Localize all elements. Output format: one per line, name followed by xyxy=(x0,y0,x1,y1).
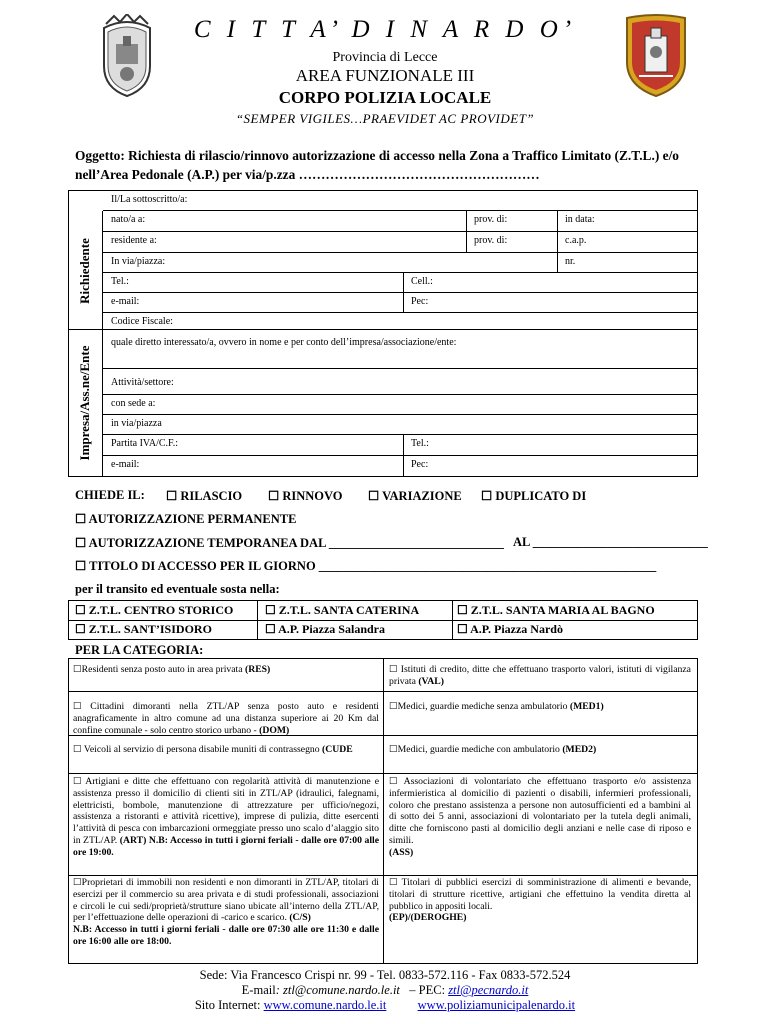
category-val[interactable]: ☐ Istituti di credito, ditte che effettuano trasporto valori, istituti di vigilanza privata (VAL) xyxy=(389,664,691,687)
company-side-label: Impresa/Ass.ne/Ente xyxy=(68,329,103,477)
company-intro: quale diretto interessato/a, ovvero in nome e per conto dell’impresa/associazione/ente: xyxy=(111,337,457,348)
zone-centro-storico[interactable]: ☐ Z.T.L. CENTRO STORICO xyxy=(75,603,234,617)
category-res[interactable]: ☐Residenti senza posto auto in area privata (RES) xyxy=(73,664,271,675)
company-seat-field[interactable]: con sede a: xyxy=(111,398,156,409)
street-field[interactable]: In via/piazza: xyxy=(111,256,166,267)
zone-piazza-nardo[interactable]: ☐ A.P. Piazza Nardò xyxy=(457,622,563,636)
category-art[interactable]: ☐ Artigiani e ditte che effettuano con regolarità attività di manutenzione e assistenza presso il domicilio di clienti siti in ZTL/AP (idraulici, falegnami, elettricisti, bombole, manutenzione di attrezzature per ufficio/negozi, assistenza a ristoranti e attività ricettive), imprese di pulizia, ditte esercenti l’attività di pesca con imbarcazioni ormeggiate presso uno scalo d’alaggio sito in ZTL/AP. (ART) N.B: Accesso in tutti i giorni feriali - dalle ore 07:00 alle ore 19:00. xyxy=(73,776,380,858)
functional-area: AREA FUNZIONALE III xyxy=(295,66,475,85)
undersigned-field[interactable]: Il/La sottoscritto/a: xyxy=(111,194,188,205)
footer-contacts: E-mail: ztl@comune.nardo.le.it – PEC: ztl@pecnardo.it xyxy=(241,983,529,997)
option-renewal[interactable]: ☐ RINNOVO xyxy=(268,489,343,503)
applicant-side-label: Richiedente xyxy=(68,211,103,330)
category-cude[interactable]: ☐ Veicoli al servizio di persona disabile muniti di contrassegno (CUDE xyxy=(73,744,353,755)
tax-code-field[interactable]: Codice Fiscale: xyxy=(111,316,173,327)
zone-santa-caterina[interactable]: ☐ Z.T.L. SANTA CATERINA xyxy=(265,603,420,617)
category-ep[interactable]: ☐ Titolari di pubblici esercizi di somministrazione di alimenti e bevande, titolari di strutture ricettive, artigiani che effettuino la vendita diretta al pubblico in appositi locali. (EP)/(DEROGHE) xyxy=(389,877,691,924)
footer-pec-link[interactable]: ztl@pecnardo.it xyxy=(448,983,529,997)
activity-field[interactable]: Attività/settore: xyxy=(111,377,174,388)
permanent-authorization[interactable]: ☐ AUTORIZZAZIONE PERMANENTE xyxy=(75,512,297,526)
category-med2[interactable]: ☐Medici, guardie mediche con ambulatorio (MED2) xyxy=(389,744,597,755)
police-website-link[interactable]: www.poliziamunicipalenardo.it xyxy=(417,998,576,1012)
zone-santa-maria-al-bagno[interactable]: ☐ Z.T.L. SANTA MARIA AL BAGNO xyxy=(457,603,655,617)
option-issue[interactable]: ☐ RILASCIO xyxy=(166,489,243,503)
category-title: PER LA CATEGORIA: xyxy=(75,643,204,657)
company-email-field[interactable]: e-mail: xyxy=(111,459,140,470)
email-field[interactable]: e-mail: xyxy=(111,296,140,307)
subject: Oggetto: Richiesta di rilascio/rinnovo autorizzazione di accesso nella Zona a Traffico Limitato (Z.T.L.) e/o nell’Area Pedonale (A.P.) per via/p.zza ……………………………………………… xyxy=(75,148,679,182)
option-duplicate[interactable]: ☐ DUPLICATO DI xyxy=(481,489,587,503)
city-name: C I T T A’ D I N A R D O’ xyxy=(193,16,577,43)
birth-province-field[interactable]: prov. di: xyxy=(474,214,508,225)
pec-field[interactable]: Pec: xyxy=(411,296,429,307)
footer-address: Sede: Via Francesco Crispi nr. 99 - Tel. 0833-572.116 - Fax 0833-572.524 xyxy=(199,968,571,982)
company-pec-field[interactable]: Pec: xyxy=(411,459,429,470)
footer-email[interactable]: : ztl@comune.nardo.le.it xyxy=(275,983,400,997)
zone-sant-isidoro[interactable]: ☐ Z.T.L. SANT’ISIDORO xyxy=(75,622,212,636)
municipality-website-link[interactable]: www.comune.nardo.le.it xyxy=(263,998,387,1012)
police-corps: CORPO POLIZIA LOCALE xyxy=(278,88,492,107)
province: Provincia di Lecce xyxy=(332,50,438,65)
transit-label: per il transito ed eventuale sosta nella: xyxy=(75,582,280,596)
category-dom[interactable]: ☐ Cittadini dimoranti nella ZTL/AP senza posto auto e residenti anagraficamente in altro comune ad una distanza superiore ai 20 Km dal confine comunale - solo centro storico urbano - (DOM) xyxy=(73,701,379,736)
phone-field[interactable]: Tel.: xyxy=(111,276,129,287)
company-street-field[interactable]: in via/piazza xyxy=(111,418,162,429)
motto: “SEMPER VIGILES…PRAEVIDET AC PROVIDET” xyxy=(235,111,535,126)
asks-label: CHIEDE IL: xyxy=(75,488,145,502)
birth-date-field[interactable]: in data: xyxy=(565,214,595,225)
temporary-authorization[interactable]: ☐ AUTORIZZAZIONE TEMPORANEA DAL ____________________________ xyxy=(75,536,504,550)
postal-code-field[interactable]: c.a.p. xyxy=(565,235,587,246)
day-access-title[interactable]: ☐ TITOLO DI ACCESSO PER IL GIORNO ______________________________________________________ xyxy=(75,559,657,573)
category-cs[interactable]: ☐Proprietari di immobili non residenti e non dimoranti in ZTL/AP, titolari di esercizi per il commercio su area privata e di studi professionali, associazioni e circoli le cui sedi/proprietà/strutture siano ubicate all’interno della ZTL/AP, per l’effettuazione delle operazioni di -carico e scarico. (C/S) N.B: Accesso in tutti i giorni feriali - dalle ore 07:30 alle ore 11:30 e dalle ore 16:00 alle ore 18:00. xyxy=(73,877,379,947)
temporary-to[interactable]: AL ____________________________ xyxy=(513,535,708,549)
category-med1[interactable]: ☐Medici, guardie mediche senza ambulatorio (MED1) xyxy=(389,701,604,712)
residence-field[interactable]: residente a: xyxy=(111,235,157,246)
zone-piazza-salandra[interactable]: ☐ A.P. Piazza Salandra xyxy=(265,622,385,636)
company-phone-field[interactable]: Tel.: xyxy=(411,438,429,449)
option-change[interactable]: ☐ VARIAZIONE xyxy=(368,489,462,503)
vat-field[interactable]: Partita IVA/C.F.: xyxy=(111,438,179,449)
residence-province-field[interactable]: prov. di: xyxy=(474,235,508,246)
street-number-field[interactable]: nr. xyxy=(565,256,576,267)
footer-sites: Sito Internet: www.comune.nardo.le.it www.poliziamunicipalenardo.it xyxy=(194,998,576,1012)
birthplace-field[interactable]: nato/a a: xyxy=(111,214,146,225)
category-ass[interactable]: ☐ Associazioni di volontariato che effettuano trasporto e/o assistenza infermieristica al domicilio di pazienti o disabili, infermieri professionali, coloro che prestano assistenza a persone non autosufficienti ed a bambini al di sotto dei 5 anni, associazioni di volontariato per la tutela degli animali, ditte che forniscono pasti al domicilio degli anziani e nelle case di riposo e simili. (ASS) xyxy=(389,776,691,858)
mobile-field[interactable]: Cell.: xyxy=(411,276,433,287)
